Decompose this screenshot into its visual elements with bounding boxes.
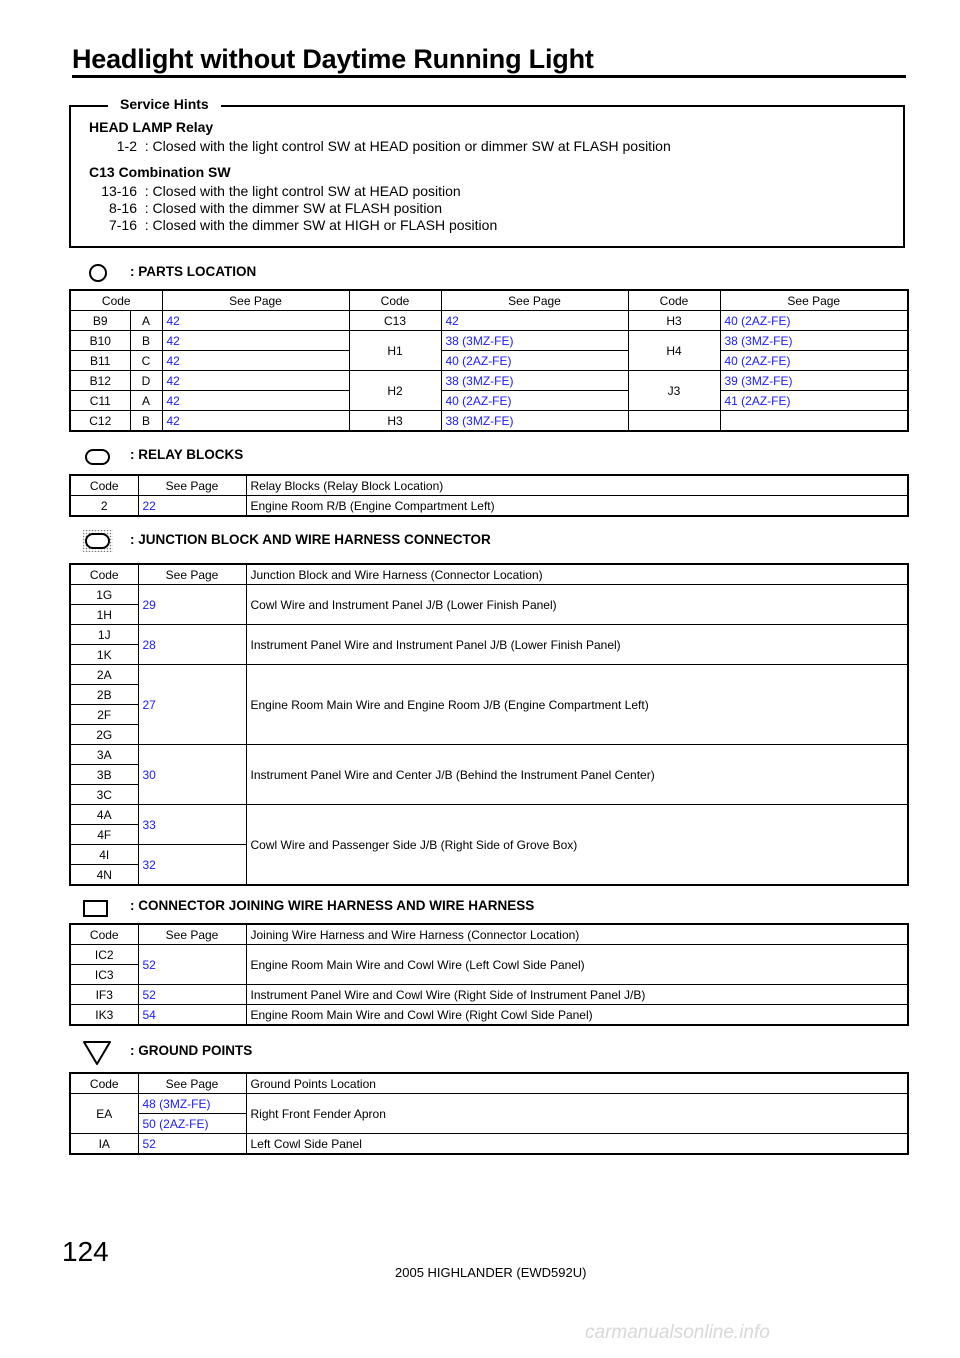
table-row: [70, 985, 908, 1005]
header-location: Junction Block and Wire Harness (Connector Location): [246, 564, 908, 585]
header-see-page: See Page: [441, 290, 628, 311]
header-code: Code: [70, 290, 162, 311]
ground-points-table: [69, 1072, 909, 1155]
location: Engine Room R/B (Engine Compartment Left): [246, 496, 908, 517]
code-suffix: C: [130, 351, 162, 371]
header-see-page: See Page: [138, 1073, 246, 1094]
hint-line: [89, 200, 442, 216]
table-row: [70, 496, 908, 517]
location: Engine Room Main Wire and Engine Room J/B (Engine Compartment Left): [246, 665, 908, 745]
table-row: [70, 1005, 908, 1026]
page-link[interactable]: 30: [138, 745, 246, 805]
code: H1: [349, 331, 441, 371]
page-link[interactable]: 42: [162, 391, 349, 411]
hint-line: [89, 217, 497, 233]
page-link[interactable]: 40 (2AZ-FE): [441, 351, 628, 371]
rounded-rect-icon: [84, 447, 112, 467]
page-link[interactable]: 38 (3MZ-FE): [441, 371, 628, 391]
code: J3: [628, 371, 720, 411]
hint-pins: 13-16: [101, 183, 137, 199]
header-see-page: See Page: [138, 924, 246, 945]
location: Right Front Fender Apron: [246, 1094, 908, 1134]
hint-text: : Closed with the dimmer SW at HIGH or FLASH position: [144, 217, 498, 233]
location: Instrument Panel Wire and Cowl Wire (Right Side of Instrument Panel J/B): [246, 985, 908, 1005]
ground-points-label: : GROUND POINTS: [130, 1043, 253, 1058]
rectangle-icon: [82, 898, 110, 918]
location: Cowl Wire and Passenger Side J/B (Right Side of Grove Box): [246, 805, 908, 886]
page-link[interactable]: 42: [162, 351, 349, 371]
code-suffix: A: [130, 311, 162, 331]
code: [628, 411, 720, 432]
table-row: [70, 805, 908, 825]
header-location: Relay Blocks (Relay Block Location): [246, 475, 908, 496]
page-link[interactable]: 41 (2AZ-FE): [720, 391, 908, 411]
junction-block-icon: [82, 529, 114, 553]
code: 3B: [70, 765, 138, 785]
table-row: [70, 1134, 908, 1155]
code: 4F: [70, 825, 138, 845]
header-code: Code: [70, 475, 138, 496]
page-link[interactable]: 27: [138, 665, 246, 745]
page-link[interactable]: 52: [138, 945, 246, 985]
header-code: Code: [628, 290, 720, 311]
page-link[interactable]: 33: [138, 805, 246, 845]
page-link[interactable]: 40 (2AZ-FE): [720, 311, 908, 331]
location: Cowl Wire and Instrument Panel J/B (Lower Finish Panel): [246, 585, 908, 625]
header-code: Code: [70, 564, 138, 585]
page-link[interactable]: 42: [162, 331, 349, 351]
hint-group-combination-sw: C13 Combination SW: [89, 164, 231, 180]
header-code: Code: [70, 924, 138, 945]
table-row: [70, 411, 908, 432]
page-link[interactable]: 38 (3MZ-FE): [720, 331, 908, 351]
code: H3: [628, 311, 720, 331]
code: 3C: [70, 785, 138, 805]
location: Instrument Panel Wire and Center J/B (Behind the Instrument Panel Center): [246, 745, 908, 805]
page-title: Headlight without Daytime Running Light: [72, 44, 594, 74]
hint-text: : Closed with the light control SW at HEAD position: [144, 183, 461, 199]
header-location: Joining Wire Harness and Wire Harness (Connector Location): [246, 924, 908, 945]
hint-line: [89, 183, 461, 199]
code: 2G: [70, 725, 138, 745]
junction-blocks-label: : JUNCTION BLOCK AND WIRE HARNESS CONNECTOR: [130, 532, 491, 547]
code: EA: [70, 1094, 138, 1134]
code: IC3: [70, 965, 138, 985]
parts-location-label: : PARTS LOCATION: [130, 264, 257, 279]
code: C13: [349, 311, 441, 331]
header-location: Ground Points Location: [246, 1073, 908, 1094]
page-link[interactable]: 50 (2AZ-FE): [138, 1114, 246, 1134]
table-row: [70, 351, 908, 371]
title-rule: [72, 75, 906, 78]
table-row: [70, 331, 908, 351]
table-row: [70, 625, 908, 645]
code: C11: [70, 391, 130, 411]
code: IK3: [70, 1005, 138, 1026]
connectors-label: : CONNECTOR JOINING WIRE HARNESS AND WIRE HARNESS: [130, 898, 535, 913]
code-suffix: B: [130, 411, 162, 432]
table-row: [70, 945, 908, 965]
code: IA: [70, 1134, 138, 1155]
watermark: carmanualsonline.info: [585, 1322, 770, 1343]
location: Engine Room Main Wire and Cowl Wire (Left Cowl Side Panel): [246, 945, 908, 985]
page-link[interactable]: [720, 411, 908, 432]
code-suffix: B: [130, 331, 162, 351]
hint-text: : Closed with the light control SW at HEAD position or dimmer SW at FLASH position: [144, 138, 671, 154]
code: H3: [349, 411, 441, 432]
location: Left Cowl Side Panel: [246, 1134, 908, 1155]
code: C12: [70, 411, 130, 432]
code: 4A: [70, 805, 138, 825]
hint-group-head-lamp-relay: HEAD LAMP Relay: [89, 119, 214, 135]
page-link[interactable]: 42: [162, 371, 349, 391]
table-row: [70, 311, 908, 331]
header-see-page: See Page: [162, 290, 349, 311]
ground-triangle-icon: [82, 1040, 112, 1066]
header-see-page: See Page: [138, 564, 246, 585]
header-code: Code: [70, 1073, 138, 1094]
page-link[interactable]: 32: [138, 845, 246, 886]
code: 4N: [70, 865, 138, 886]
hint-text: : Closed with the dimmer SW at FLASH position: [144, 200, 443, 216]
footer-model: 2005 HIGHLANDER (EWD592U): [395, 1265, 587, 1280]
hint-pins: 1-2: [116, 138, 137, 154]
code: H4: [628, 331, 720, 371]
table-row: [70, 371, 908, 391]
table-row: [70, 745, 908, 765]
code-suffix: A: [130, 391, 162, 411]
code: B10: [70, 331, 130, 351]
table-row: [70, 665, 908, 685]
location: Engine Room Main Wire and Cowl Wire (Right Cowl Side Panel): [246, 1005, 908, 1026]
circle-icon: [88, 263, 108, 283]
code: 2F: [70, 705, 138, 725]
code: 2: [70, 496, 138, 517]
page-link[interactable]: 38 (3MZ-FE): [441, 411, 628, 432]
page-link[interactable]: 42: [162, 411, 349, 432]
code: 1J: [70, 625, 138, 645]
page-link[interactable]: 39 (3MZ-FE): [720, 371, 908, 391]
page-link[interactable]: 40 (2AZ-FE): [720, 351, 908, 371]
code: IF3: [70, 985, 138, 1005]
header-see-page: See Page: [138, 475, 246, 496]
code: 2B: [70, 685, 138, 705]
table-row: [70, 585, 908, 605]
page-link[interactable]: 42: [162, 311, 349, 331]
page-link[interactable]: 38 (3MZ-FE): [441, 331, 628, 351]
code: 1H: [70, 605, 138, 625]
code: 4I: [70, 845, 138, 865]
code: 3A: [70, 745, 138, 765]
code: 1K: [70, 645, 138, 665]
relay-blocks-label: : RELAY BLOCKS: [130, 447, 244, 462]
page-link[interactable]: 28: [138, 625, 246, 665]
code: IC2: [70, 945, 138, 965]
page-link[interactable]: 40 (2AZ-FE): [441, 391, 628, 411]
code-suffix: D: [130, 371, 162, 391]
code: B11: [70, 351, 130, 371]
hint-pins: 7-16: [108, 217, 137, 233]
junction-blocks-table: [69, 563, 909, 886]
page-link[interactable]: 29: [138, 585, 246, 625]
header-code: Code: [349, 290, 441, 311]
page-number: 124: [62, 1236, 109, 1267]
code: 1G: [70, 585, 138, 605]
page-link[interactable]: 48 (3MZ-FE): [138, 1094, 246, 1114]
page-link[interactable]: 22: [138, 496, 246, 517]
hint-pins: 8-16: [108, 200, 137, 216]
code: B12: [70, 371, 130, 391]
page-link[interactable]: 42: [441, 311, 628, 331]
location: Instrument Panel Wire and Instrument Panel J/B (Lower Finish Panel): [246, 625, 908, 665]
service-hints-heading: Service Hints: [108, 96, 221, 112]
code: 2A: [70, 665, 138, 685]
hint-line: [89, 138, 671, 154]
code: H2: [349, 371, 441, 411]
page-link[interactable]: 54: [138, 1005, 246, 1026]
header-see-page: See Page: [720, 290, 908, 311]
code: B9: [70, 311, 130, 331]
connectors-table: [69, 923, 909, 1026]
page-link[interactable]: 52: [138, 985, 246, 1005]
table-row: [70, 391, 908, 411]
page-link[interactable]: 52: [138, 1134, 246, 1155]
relay-blocks-table: [69, 474, 909, 517]
parts-location-table: [69, 289, 909, 432]
table-row: [70, 1094, 908, 1114]
